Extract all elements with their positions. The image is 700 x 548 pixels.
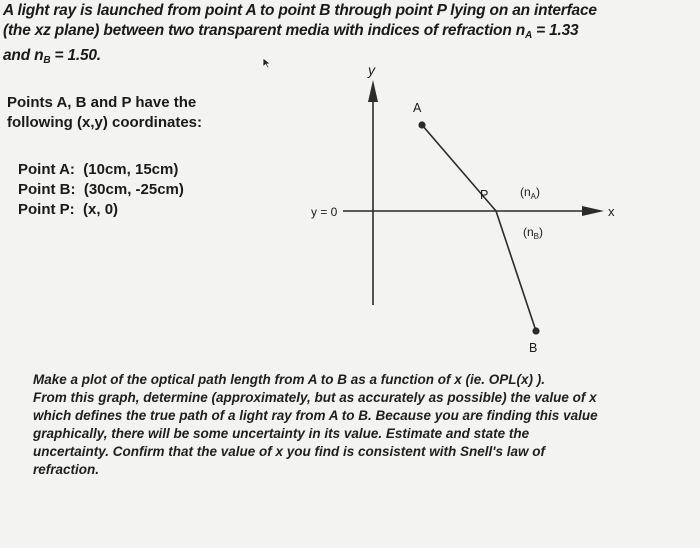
coordinates-heading-line-2: following (x,y) coordinates: [7,114,203,131]
medium-b-label: $(n_B)$ [523,225,544,241]
intro-line-1: A light ray is launched from point A to point B through point P lying on an interface [3,2,597,19]
point-p-value: (x, 0) [83,201,119,218]
y-axis-label: y [368,62,375,78]
task-instructions [33,371,688,479]
y-zero-label: y = 0 [311,205,338,219]
label-b: B [529,341,538,355]
x-axis-arrow-icon [582,206,604,216]
task-line-4: graphically, there will be some uncertainty in its value. Estimate and state the [33,426,530,441]
point-a-dot [418,121,425,128]
intro-line-3-text: and n [3,47,44,64]
point-b-dot [532,327,539,334]
point-b-label: Point B: [18,181,76,198]
medium-a-label: $(n_A)$ [520,185,541,201]
point-a-value: (10cm, 15cm) [83,161,179,178]
task-line-1: Make a plot of the optical path length from A to B as a function of x (ie. OPL(x) ). [33,372,546,387]
label-p: P [480,188,489,202]
task-line-6: refraction. [33,462,100,477]
intro-line-2-text: (the xz plane) between two transparent media with indices of refraction n [3,22,525,39]
x-axis-label: x [608,204,615,219]
coordinates-heading-line-1: Points A, B and P have the [7,94,197,111]
point-p-label: Point P: [18,201,75,218]
point-a-label: Point A: [18,161,75,178]
y-axis-arrow-icon [368,80,378,102]
point-b-value: (30cm, -25cm) [83,181,184,198]
intro-index-b-value: = 1.50. [50,47,101,64]
task-line-5: uncertainty. Confirm that the value of x you find is consistent with Snell's law of [33,444,546,459]
intro-subscript-b: B [43,55,51,66]
label-a: A [413,101,422,115]
task-line-3: which defines the true path of a light ray from A to B. Because you are finding this value [33,408,598,423]
intro-index-a-value: = 1.33 [532,22,579,39]
task-line-2: From this graph, determine (approximately, but as accurately as possible) the value of x [33,390,597,405]
intro-subscript-a: A [524,30,532,41]
